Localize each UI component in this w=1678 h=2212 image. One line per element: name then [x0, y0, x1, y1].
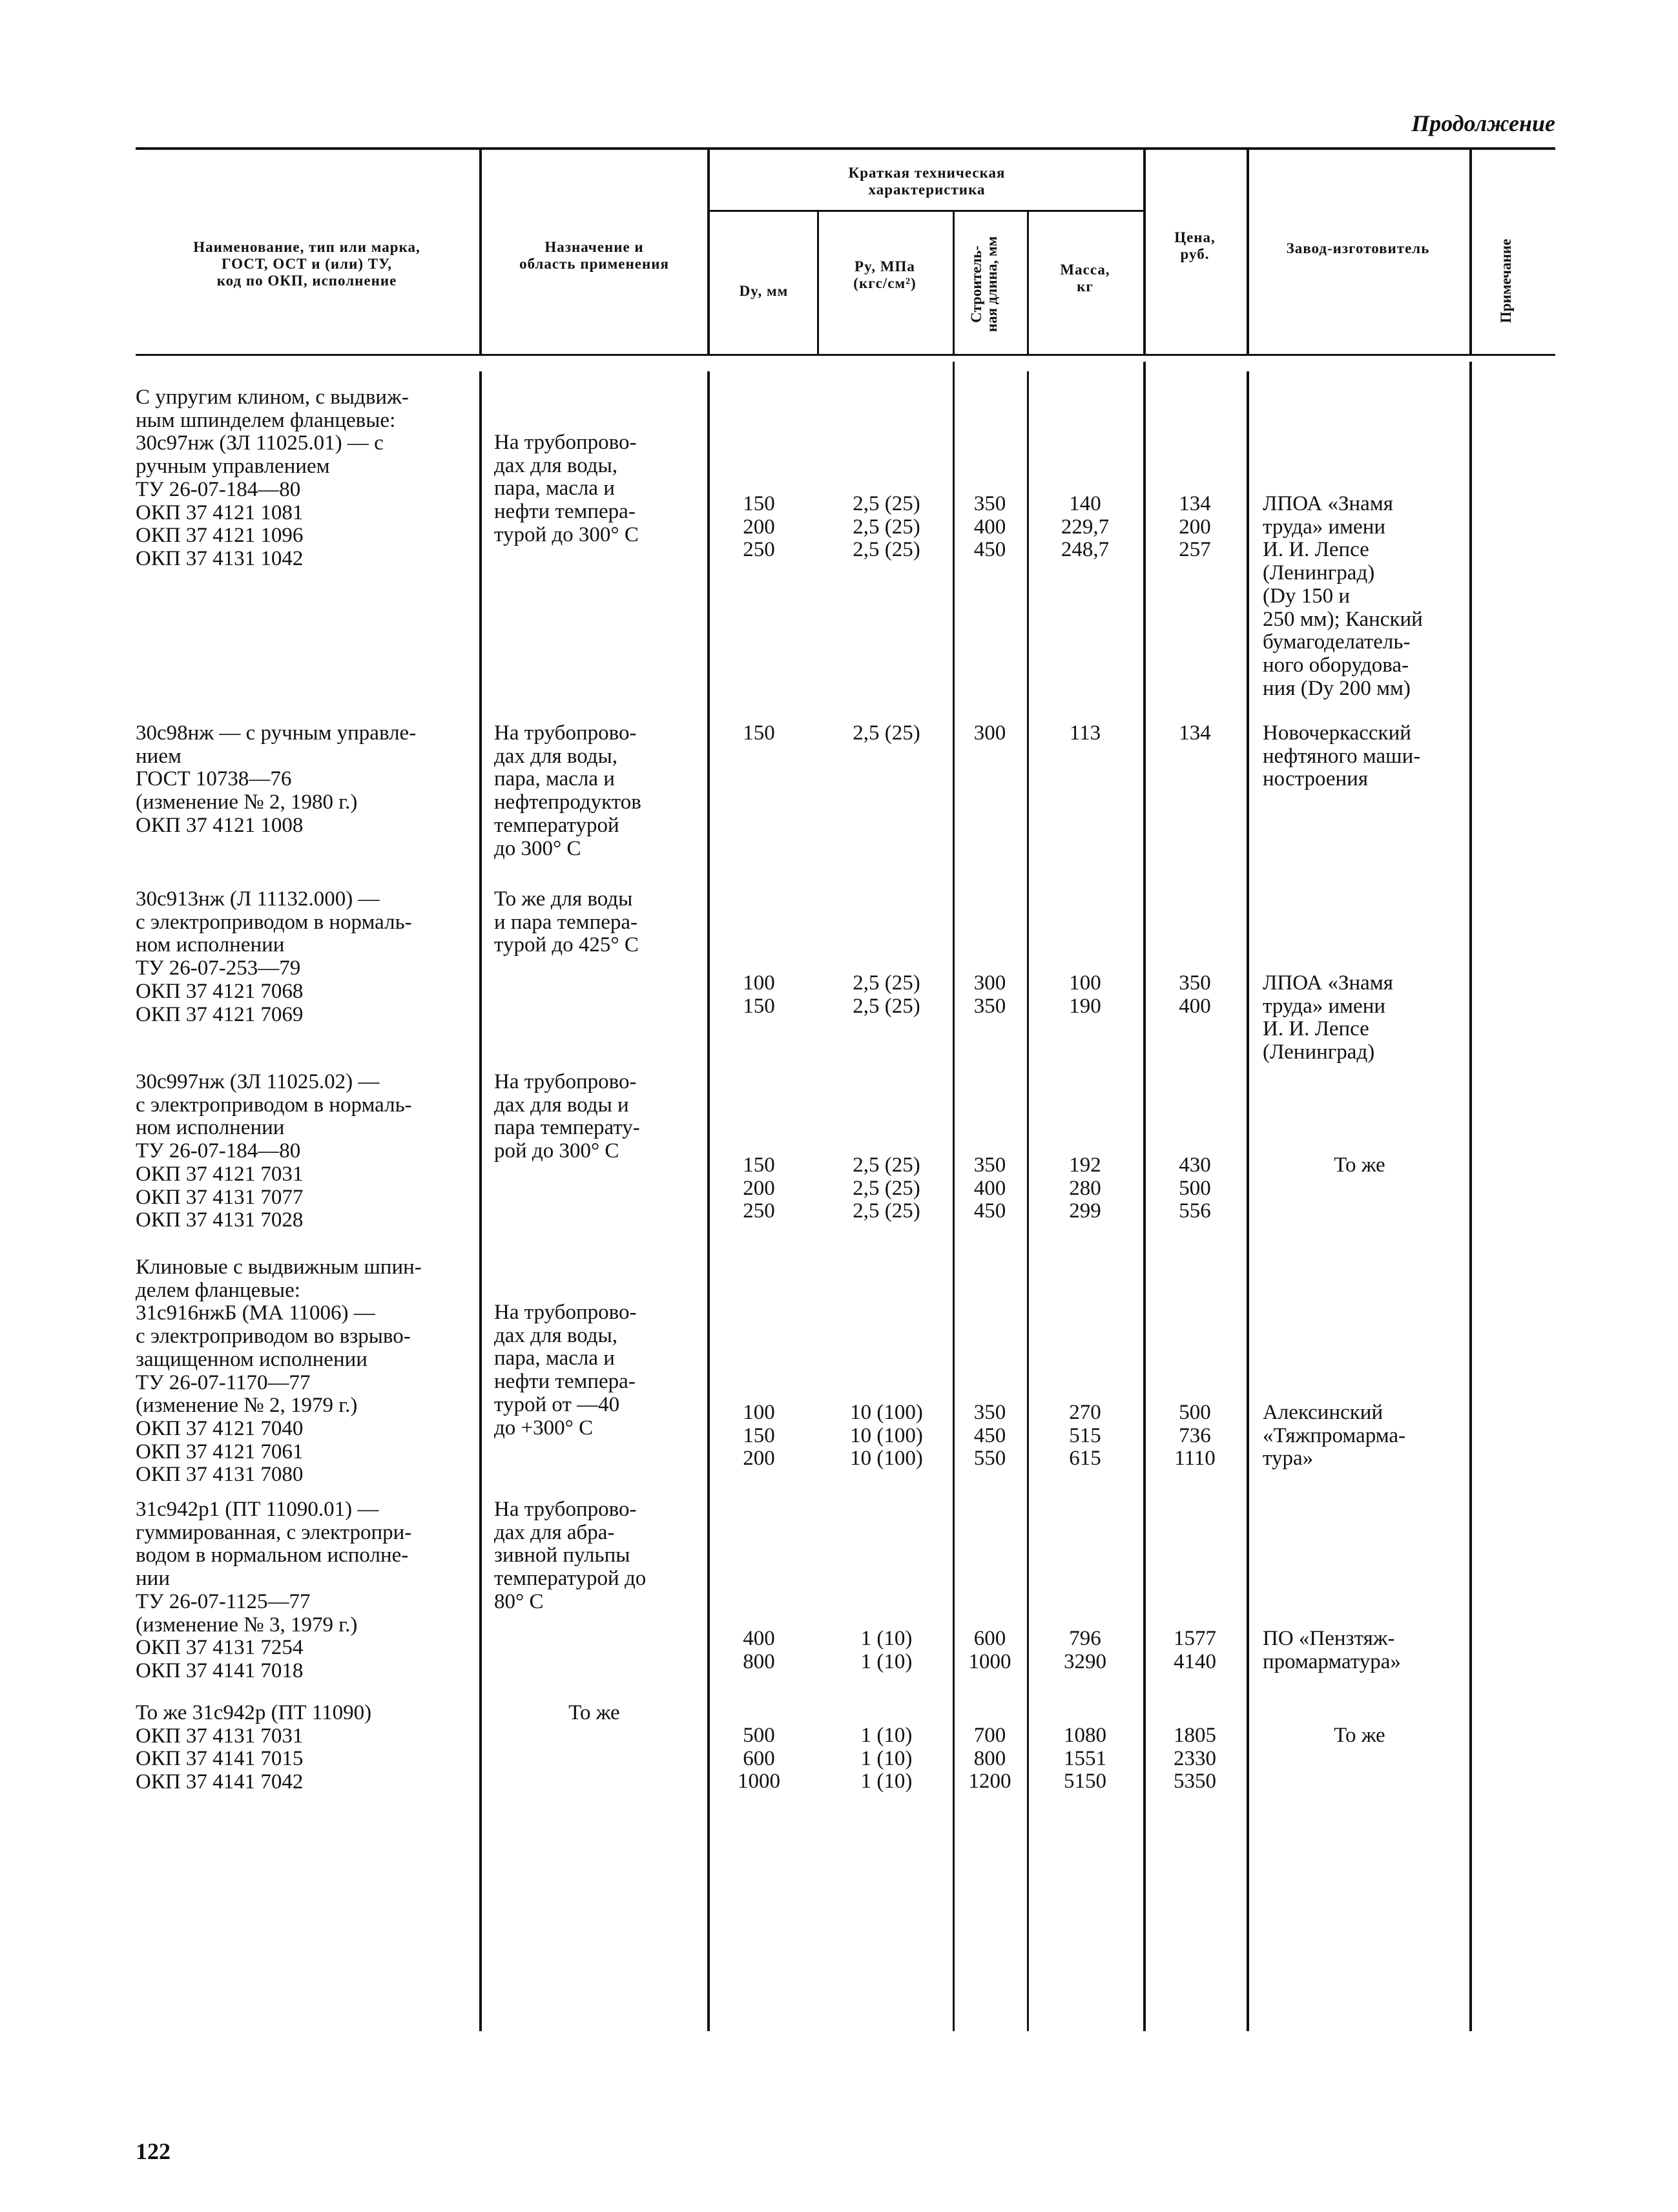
col-rule-7h — [1247, 150, 1249, 355]
row2-py: 2,5 (25) — [853, 721, 920, 745]
row1-maker: ЛПОА «Знамя труда» имени И. И. Лепсе (Ленинград) (Dy 150 и 250 мм); Канский бумагоделатель- ного оборудова- ния (Dy 200 мм) — [1263, 492, 1423, 700]
row4-dy: 150 200 250 — [743, 1153, 775, 1223]
row3-mass: 100 190 — [1069, 971, 1101, 1018]
col-rule-8h — [1469, 150, 1472, 355]
row7-length: 700 800 1200 — [968, 1724, 1011, 1793]
row2-length: 300 — [973, 721, 1006, 745]
row6-length: 600 1000 — [968, 1627, 1011, 1673]
header-bottom-rule — [136, 354, 1555, 356]
row7-maker: То же — [1334, 1724, 1385, 1747]
col-rule-8 — [1469, 362, 1472, 2031]
col-rule-5h — [1027, 212, 1029, 355]
row1-price: 134 200 257 — [1179, 492, 1211, 562]
row4-price: 430 500 556 — [1179, 1153, 1211, 1223]
row1-dy: 150 200 250 — [743, 492, 775, 562]
header-py: Py, МПа (кгс/см²) — [853, 258, 917, 291]
col-rule-3h — [817, 212, 819, 355]
row7-purpose: То же — [568, 1701, 620, 1724]
row3-purpose: То же для воды и пара темпера- турой до 425° С — [494, 887, 639, 957]
continuation-label: Продолжение — [1411, 110, 1555, 136]
row4-maker: То же — [1334, 1153, 1385, 1177]
row3-length: 300 350 — [973, 971, 1006, 1018]
col-rule-2 — [707, 371, 710, 2031]
row3-price: 350 400 — [1179, 971, 1211, 1018]
row5-length: 350 450 550 — [973, 1401, 1006, 1471]
col-rule-2h — [707, 150, 710, 355]
col-rule-5 — [1027, 371, 1029, 2031]
row5-purpose: На трубопрово- дах для воды, пара, масла и нефти темпера- турой от —40 до +300° С — [494, 1301, 637, 1440]
row1-purpose: На трубопрово- дах для воды, пара, масла и нефти темпера- турой до 300° С — [494, 431, 639, 546]
row2-maker: Новочеркасский нефтяного маши- ностроения — [1263, 721, 1421, 791]
col-rule-6 — [1143, 362, 1146, 2031]
header-mass: Масса, кг — [1060, 262, 1110, 295]
row5-mass: 270 515 615 — [1069, 1401, 1101, 1471]
col-rule-4 — [953, 362, 955, 2031]
col-rule-4h — [953, 212, 955, 355]
row6-py: 1 (10) 1 (10) — [860, 1627, 913, 1673]
row4-length: 350 400 450 — [973, 1153, 1006, 1223]
row7-mass: 1080 1551 5150 — [1064, 1724, 1106, 1793]
col-rule-6h — [1143, 150, 1146, 355]
row6-price: 1577 4140 — [1174, 1627, 1216, 1673]
row6-mass: 796 3290 — [1064, 1627, 1106, 1673]
row7-name: То же 31с942р (ПТ 11090) ОКП 37 4131 7031 ОКП 37 4141 7015 ОКП 37 4141 7042 — [136, 1701, 372, 1794]
row1-mass: 140 229,7 248,7 — [1061, 492, 1110, 562]
header-tech-group: Краткая техническая характеристика — [848, 165, 1006, 198]
tech-subheader-rule — [709, 210, 1143, 212]
row5-maker: Алексинский «Тяжпромарма- тура» — [1263, 1401, 1406, 1471]
header-length: Строитель- ная длина, мм — [968, 236, 1000, 333]
row5-dy: 100 150 200 — [743, 1401, 775, 1471]
header-maker: Завод-изготовитель — [1286, 240, 1430, 256]
row6-purpose: На трубопрово- дах для абра- зивной пульпы температурой до 80° С — [494, 1498, 647, 1613]
row1-length: 350 400 450 — [973, 492, 1006, 562]
row6-maker: ПО «Пензтяж- промарматура» — [1263, 1627, 1401, 1673]
row1-py: 2,5 (25) 2,5 (25) 2,5 (25) — [853, 492, 920, 562]
row7-py: 1 (10) 1 (10) 1 (10) — [860, 1724, 913, 1793]
header-purpose: Назначение и область применения — [519, 239, 669, 272]
row3-py: 2,5 (25) 2,5 (25) — [853, 971, 920, 1018]
col-rule-7 — [1247, 371, 1249, 2031]
header-note: Примечание — [1498, 238, 1514, 324]
col-rule-1 — [479, 371, 482, 2031]
row7-price: 1805 2330 5350 — [1174, 1724, 1216, 1793]
row2-mass: 113 — [1069, 721, 1101, 745]
row6-dy: 400 800 — [743, 1627, 775, 1673]
row2-price: 134 — [1179, 721, 1211, 745]
row3-maker: ЛПОА «Знамя труда» имени И. И. Лепсе (Ленинград) — [1263, 971, 1393, 1064]
row4-purpose: На трубопрово- дах для воды и пара температу- рой до 300° С — [494, 1070, 640, 1163]
row2-purpose: На трубопрово- дах для воды, пара, масла и нефтепродуктов температурой до 300° С — [494, 721, 641, 860]
table-top-rule — [136, 147, 1555, 150]
row5-price: 500 736 1110 — [1174, 1401, 1216, 1471]
row6-name: 31с942р1 (ПТ 11090.01) — гуммированная, с электропри- водом в нормальном исполне- нии ТУ 26-07-1125—77 (изменение № 3, 1979 г.) ОКП 37 4131 7254 ОКП 37 4141 7018 — [136, 1498, 412, 1682]
row3-dy: 100 150 — [743, 971, 775, 1018]
row3-name: 30с913нж (Л 11132.000) — с электроприводом в нормаль- ном исполнении ТУ 26-07-253—79 ОКП 37 4121 7068 ОКП 37 4121 7069 — [136, 887, 412, 1026]
row4-py: 2,5 (25) 2,5 (25) 2,5 (25) — [853, 1153, 920, 1223]
row4-mass: 192 280 299 — [1069, 1153, 1101, 1223]
row5-py: 10 (100) 10 (100) 10 (100) — [850, 1401, 923, 1471]
row2-name: 30с98нж — с ручным управле- нием ГОСТ 10738—76 (изменение № 2, 1980 г.) ОКП 37 4121 1008 — [136, 721, 417, 837]
header-price: Цена, руб. — [1174, 229, 1216, 262]
header-dy: Dy, мм — [739, 283, 789, 299]
header-name: Наименование, тип или марка, ГОСТ, ОСТ и (или) ТУ, код по ОКП, исполнение — [193, 239, 420, 289]
row7-dy: 500 600 1000 — [738, 1724, 780, 1793]
row5-name: Клиновые с выдвижным шпин- делем фланцевые: 31с916нжБ (МА 11006) — с электроприводом во взрыво- защищенном исполнении ТУ 26-07-1170—77 (изменение № 2, 1979 г.) ОКП 37 4121 7040 ОКП 37 4121 7061 ОКП 37 4131 7080 — [136, 1256, 422, 1487]
row2-dy: 150 — [743, 721, 775, 745]
page-number: 122 — [136, 2138, 171, 2164]
row4-name: 30с997нж (ЗЛ 11025.02) — с электроприводом в нормаль- ном исполнении ТУ 26-07-184—80 ОКП 37 4121 7031 ОКП 37 4131 7077 ОКП 37 4131 7028 — [136, 1070, 412, 1232]
row1-name: С упругим клином, с выдвиж- ным шпинделем фланцевые: 30с97нж (ЗЛ 11025.01) — с ручным управлением ТУ 26-07-184—80 ОКП 37 4121 1081 ОКП 37 4121 1096 ОКП 37 4131 1042 — [136, 386, 409, 570]
col-rule-1h — [479, 150, 482, 355]
